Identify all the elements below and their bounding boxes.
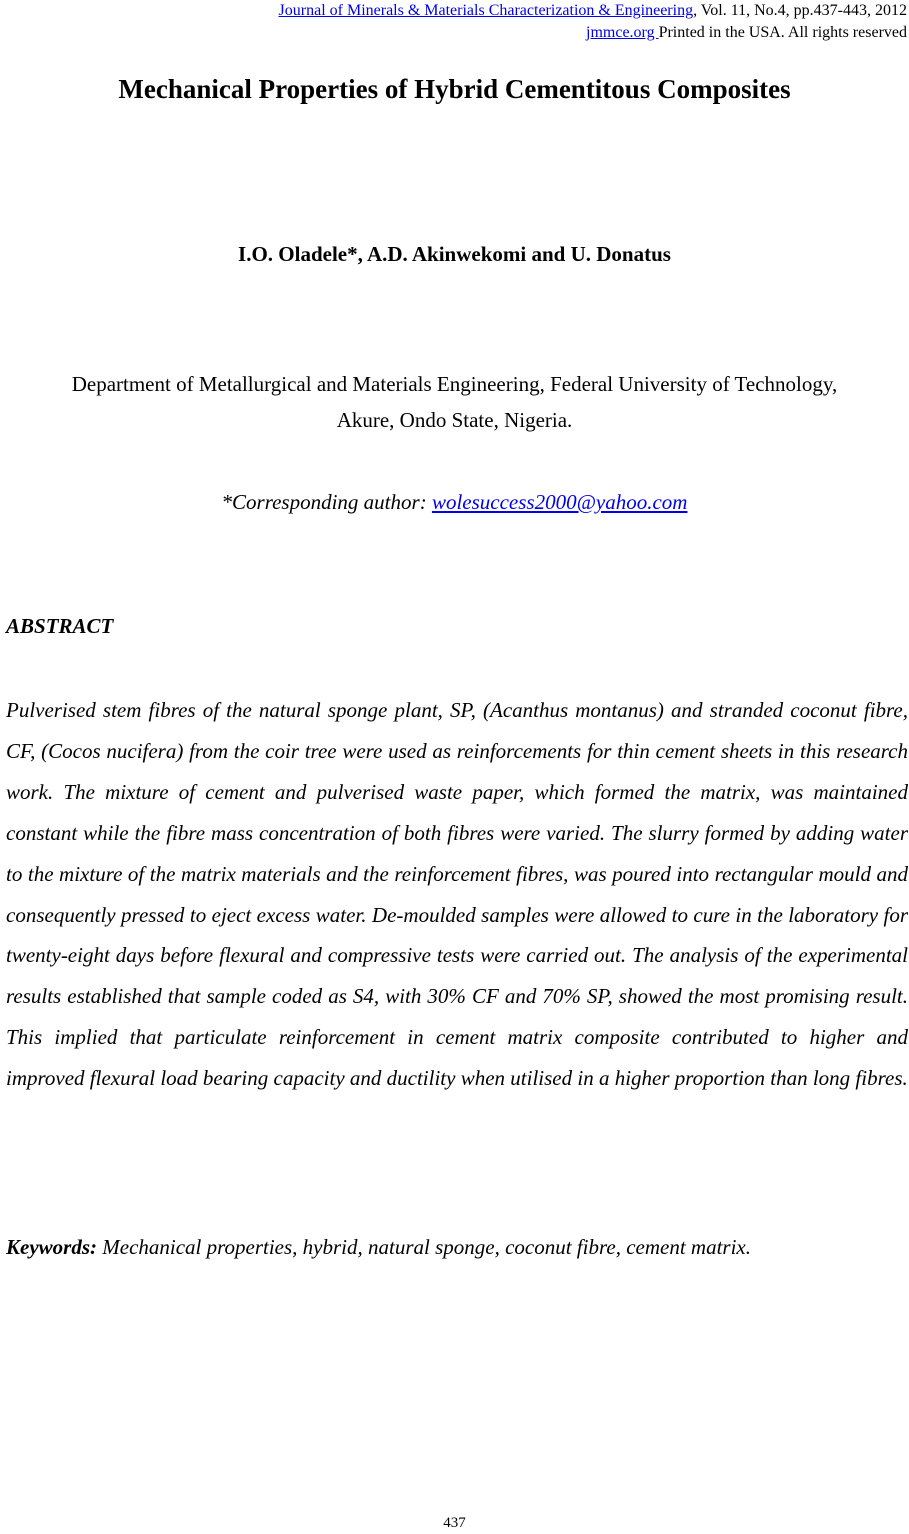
journal-header-line-1: [279, 0, 907, 22]
keywords-label: Keywords:: [6, 1235, 97, 1259]
abstract-heading: ABSTRACT: [6, 614, 114, 638]
journal-link[interactable]: Journal of Minerals & Materials Characterization & Engineering: [278, 2, 694, 19]
corresponding-author: [0, 490, 909, 515]
corresponding-email-link[interactable]: wolesuccess2000@yahoo.com: [431, 490, 688, 514]
journal-header-line-2: [279, 22, 907, 44]
journal-header: [279, 0, 907, 44]
site-link[interactable]: jmmce.org: [586, 24, 659, 41]
abstract-body: Pulverised stem fibres of the natural sponge plant, SP, (Acanthus montanus) and stranded coconut fibre, CF, (Cocos nucifera) from the coir tree were used as reinforcements for thin cement sheets in this research work. The mixture of cement and pulverised waste paper, which formed the matrix, was maintained constant while the fibre mass concentration of both fibres were varied. The slurry formed by adding water to the mixture of the matrix materials and the reinforcement fibres, was poured into rectangular mould and consequently pressed to eject excess water. De-moulded samples were allowed to cure in the laboratory for twenty-eight days before flexural and compressive tests were carried out. The analysis of the experimental results established that sample coded as S4, with 30% CF and 70% SP, showed the most promising result. This implied that particulate reinforcement in cement matrix composite contributed to higher and improved flexural load bearing capacity and ductility when utilised in a higher proportion than long fibres.: [6, 698, 908, 1091]
keywords: [6, 1235, 908, 1260]
paper-authors: I.O. Oladele*, A.D. Akinwekomi and U. Donatus: [238, 242, 671, 266]
corresponding-author-label: *Corresponding author:: [221, 490, 432, 514]
author-affiliation: [0, 366, 909, 438]
affiliation-line-2: Akure, Ondo State, Nigeria.: [336, 408, 573, 432]
page-number: 437: [443, 1515, 466, 1531]
rights-notice: Printed in the USA. All rights reserved: [658, 24, 907, 41]
affiliation-line-1: Department of Metallurgical and Materials Engineering, Federal University of Technology,: [71, 372, 838, 396]
keywords-text: Mechanical properties, hybrid, natural sponge, coconut fibre, cement matrix.: [97, 1235, 751, 1259]
paper-title: Mechanical Properties of Hybrid Cementitous Composites: [118, 74, 791, 104]
volume-info: , Vol. 11, No.4, pp.437-443, 2012: [693, 2, 907, 19]
